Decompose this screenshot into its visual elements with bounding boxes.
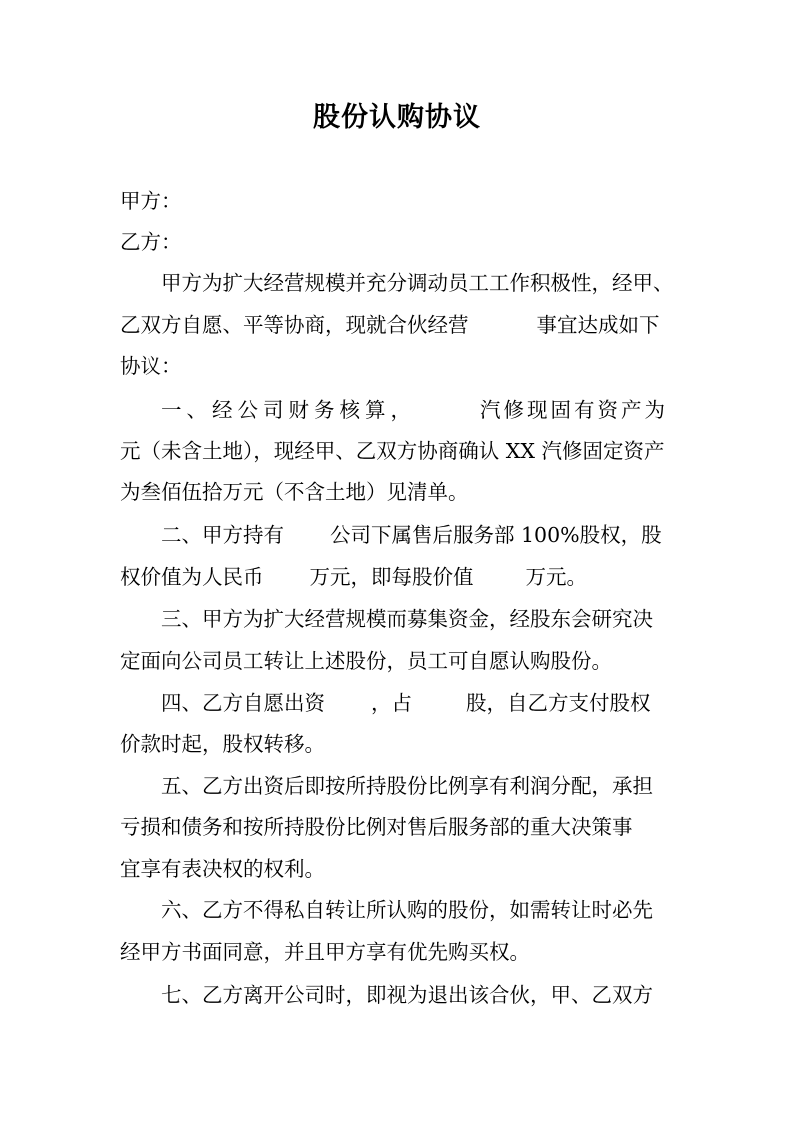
intro-line-2-part-b: 事宜达成如下: [536, 313, 660, 337]
clause-5-line-1: 五、乙方出资后即按所持股份比例享有利润分配，承担: [161, 774, 653, 798]
clause-3-line-2: 定面向公司员工转让上述股份，员工可自愿认购股份。: [120, 649, 612, 673]
clause-1-part-a: 一、经公司财务核算，: [161, 398, 416, 422]
clause-6-line-2: 经甲方书面同意，并且甲方享有优先购买权。: [120, 940, 530, 964]
clause-2-line-2: [120, 562, 676, 592]
clause-2-line-2-part-a: 权价值为人民币: [120, 565, 264, 589]
clause-1-part-b: 汽修现固有资产为: [480, 398, 668, 422]
clause-2-line-2-part-b: 万元，即每股价值: [309, 565, 474, 589]
intro-line-3: 协议：: [120, 354, 182, 378]
intro-line-2-part-a: 乙双方自愿、平等协商，现就合伙经营: [120, 313, 469, 337]
clause-3-line-1: 三、甲方为扩大经营规模而募集资金，经股东会研究决: [161, 607, 653, 631]
clause-4-part-b: ，占: [371, 691, 412, 715]
clause-2-line-1: [161, 520, 676, 550]
intro-line-1: 甲方为扩大经营规模并充分调动员工工作积极性，经甲、: [161, 271, 674, 295]
clause-1-line-1: [161, 395, 676, 425]
clause-6-line-1: 六、乙方不得私自转让所认购的股份，如需转让时必先: [161, 898, 653, 922]
document-title: 股份认购协议: [313, 102, 481, 133]
clause-1-line-2: 元（未含土地），现经甲、乙双方协商确认 XX 汽修固定资产: [120, 439, 665, 463]
party-b-label: 乙方：: [120, 230, 182, 254]
intro-line-2: [120, 310, 676, 340]
clause-2-part-b: 公司下属售后服务部 100%股权，股: [330, 523, 662, 547]
party-a-label: 甲方：: [120, 189, 182, 213]
clause-7-line-1: 七、乙方离开公司时，即视为退出该合伙，甲、乙双方: [161, 983, 653, 1007]
clause-4-part-a: 四、乙方自愿出资: [161, 691, 325, 715]
clause-5-line-3: 宜享有表决权的权利。: [120, 857, 325, 881]
clause-4-line-1: [161, 688, 676, 718]
clause-5-line-2: 亏损和债务和按所持股份比例对售后服务部的重大决策事: [120, 815, 633, 839]
clause-1-line-3: 为叁佰伍拾万元（不含土地）见清单。: [120, 480, 469, 504]
clause-4-line-2: 价款时起，股权转移。: [120, 732, 325, 756]
clause-2-line-2-part-c: 万元。: [525, 565, 587, 589]
clause-4-part-c: 股，自乙方支付股权: [466, 691, 651, 715]
clause-2-part-a: 二、甲方持有: [161, 523, 284, 547]
